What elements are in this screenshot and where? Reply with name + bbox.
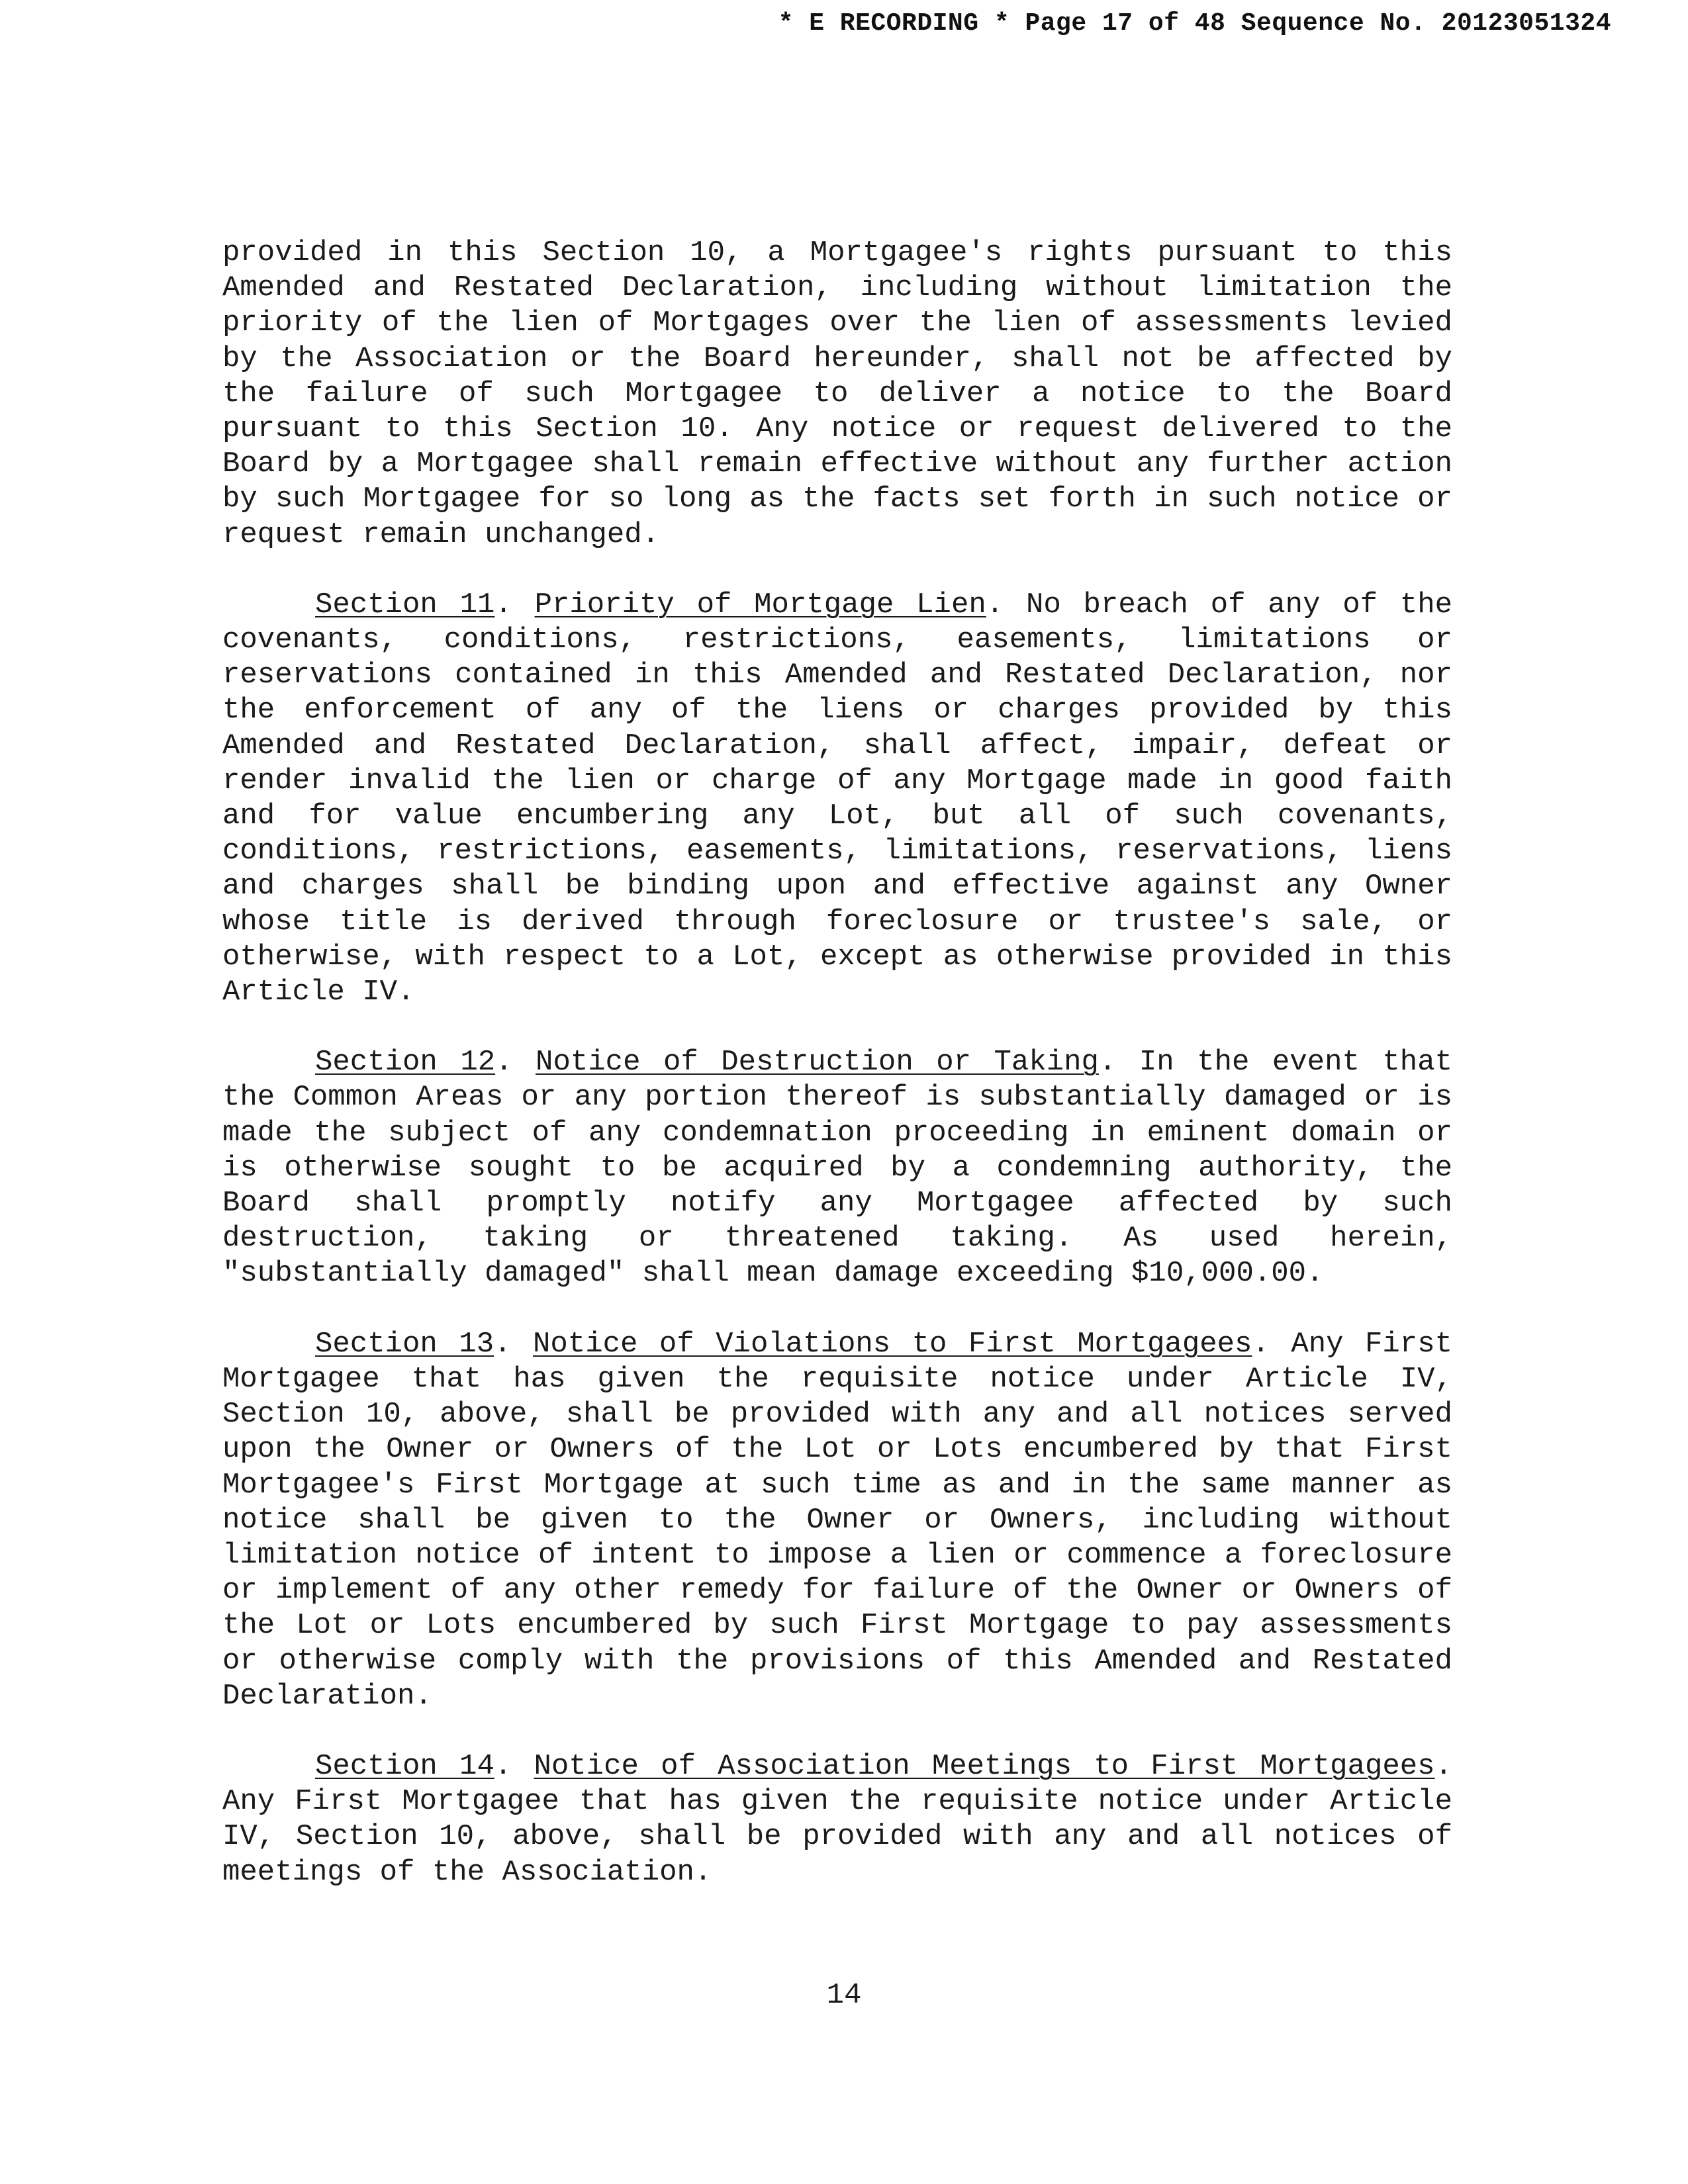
section-title: Notice of Violations to First Mortgagees — [532, 1327, 1252, 1361]
section-number: Section 13 — [315, 1327, 494, 1361]
document-body — [222, 236, 1452, 1925]
section-title: Notice of Destruction or Taking — [536, 1046, 1099, 1079]
section-text: Any First Mortgagee that has given the requisite notice under Article IV, Section 10, above, shall be provided with any and all notices of meetings of the Association. — [222, 1785, 1452, 1889]
section-number: Section 12 — [315, 1046, 496, 1079]
section-text: In the event that the Common Areas or any portion thereof is substantially damaged or is made the subject of any condemnation proceeding in eminent domain or is otherwise sought to be acquired by a condemning authority, the Board shall promptly notify any Mortgagee affected by such destruction, taking or threatened taking. As used herein, "substantially damaged" shall mean damage exceeding $10,000.00. — [222, 1046, 1453, 1291]
section-number: Section 14 — [315, 1749, 494, 1783]
section-title: Notice of Association Meetings to First Mortgagees — [534, 1749, 1435, 1783]
section-13: Section 13. Notice of Violations to First Mortgagees. Any First Mortgagee that has given the requisite notice under Article IV, Section 10, above, shall be provided with any and all notices served upon the Owner or Owners of the Lot or Lots encumbered by that First Mortgagee's First Mortgage at such time as and in the same manner as notice shall be given to the Owner or Owners, including without limitation notice of intent to impose a lien or commence a foreclosure or implement of any other remedy for failure of the Owner or Owners of the Lot or Lots encumbered by such First Mortgage to pay assessments or otherwise comply with the provisions of this Amended and Restated Declaration. — [222, 1327, 1453, 1713]
page-number: 14 — [826, 1979, 862, 2012]
paragraph-continuation — [222, 236, 1452, 553]
section-title: Priority of Mortgage Lien — [534, 588, 986, 621]
section-14: Section 14. Notice of Association Meetings to First Mortgagees. Any First Mortgagee that has given the requisite notice under Article IV, Section 10, above, shall be provided with any and all notices of meetings of the Association. — [222, 1749, 1452, 1889]
section-text: Any First Mortgagee that has given the requisite notice under Article IV, Section 10, above, shall be provided with any and all notices served upon the Owner or Owners of the Lot or Lots encumbered by that First Mortgagee's First Mortgage at such time as and in the same manner as notice shall be given to the Owner or Owners, including without limitation notice of intent to impose a lien or commence a foreclosure or implement of any other remedy for failure of the Owner or Owners of the Lot or Lots encumbered by such First Mortgage to pay assessments or otherwise comply with the provisions of this Amended and Restated Declaration. — [222, 1327, 1453, 1713]
section-12: Section 12. Notice of Destruction or Taking. In the event that the Common Areas or any portion thereof is substantially damaged or is made the subject of any condemnation proceeding in eminent domain or is otherwise sought to be acquired by a condemning authority, the Board shall promptly notify any Mortgagee affected by such destruction, taking or threatened taking. As used herein, "substantially damaged" shall mean damage exceeding $10,000.00. — [222, 1046, 1453, 1291]
recording-header: * E RECORDING * Page 17 of 48 Sequence No. 20123051324 — [778, 9, 1611, 38]
paragraph-text: provided in this Section 10, a Mortgagee's rights pursuant to this Amended and Restated Declaration, including without limitation the priority of the lien of Mortgages over the lien of assessments levied by the Association or the Board hereunder, shall not be affected by the failure of such Mortgagee to deliver a notice to the Board pursuant to this Section 10. Any notice or request delivered to the Board by a Mortgagee shall remain effective without any further action by such Mortgagee for so long as the facts set forth in such notice or request remain unchanged. — [222, 236, 1452, 551]
section-11: Section 11. Priority of Mortgage Lien. No breach of any of the covenants, conditions, restrictions, easements, limitations or reservations contained in this Amended and Restated Declaration, nor the enforcement of any of the liens or charges provided by this Amended and Restated Declaration, shall affect, impair, defeat or render invalid the lien or charge of any Mortgage made in good faith and for value encumbering any Lot, but all of such covenants, conditions, restrictions, easements, limitations, reservations, liens and charges shall be binding upon and effective against any Owner whose title is derived through foreclosure or trustee's sale, or otherwise, with respect to a Lot, except as otherwise provided in this Article IV. — [222, 588, 1453, 1009]
section-number: Section 11 — [315, 588, 495, 621]
section-text: No breach of any of the covenants, conditions, restrictions, easements, limitations or reservations contained in this Amended and Restated Declaration, nor the enforcement of any of the liens or charges provided by this Amended and Restated Declaration, shall affect, impair, defeat or render invalid the lien or charge of any Mortgage made in good faith and for value encumbering any Lot, but all of such covenants, conditions, restrictions, easements, limitations, reservations, liens and charges shall be binding upon and effective against any Owner whose title is derived through foreclosure or trustee's sale, or otherwise, with respect to a Lot, except as otherwise provided in this Article IV. — [222, 588, 1453, 1009]
